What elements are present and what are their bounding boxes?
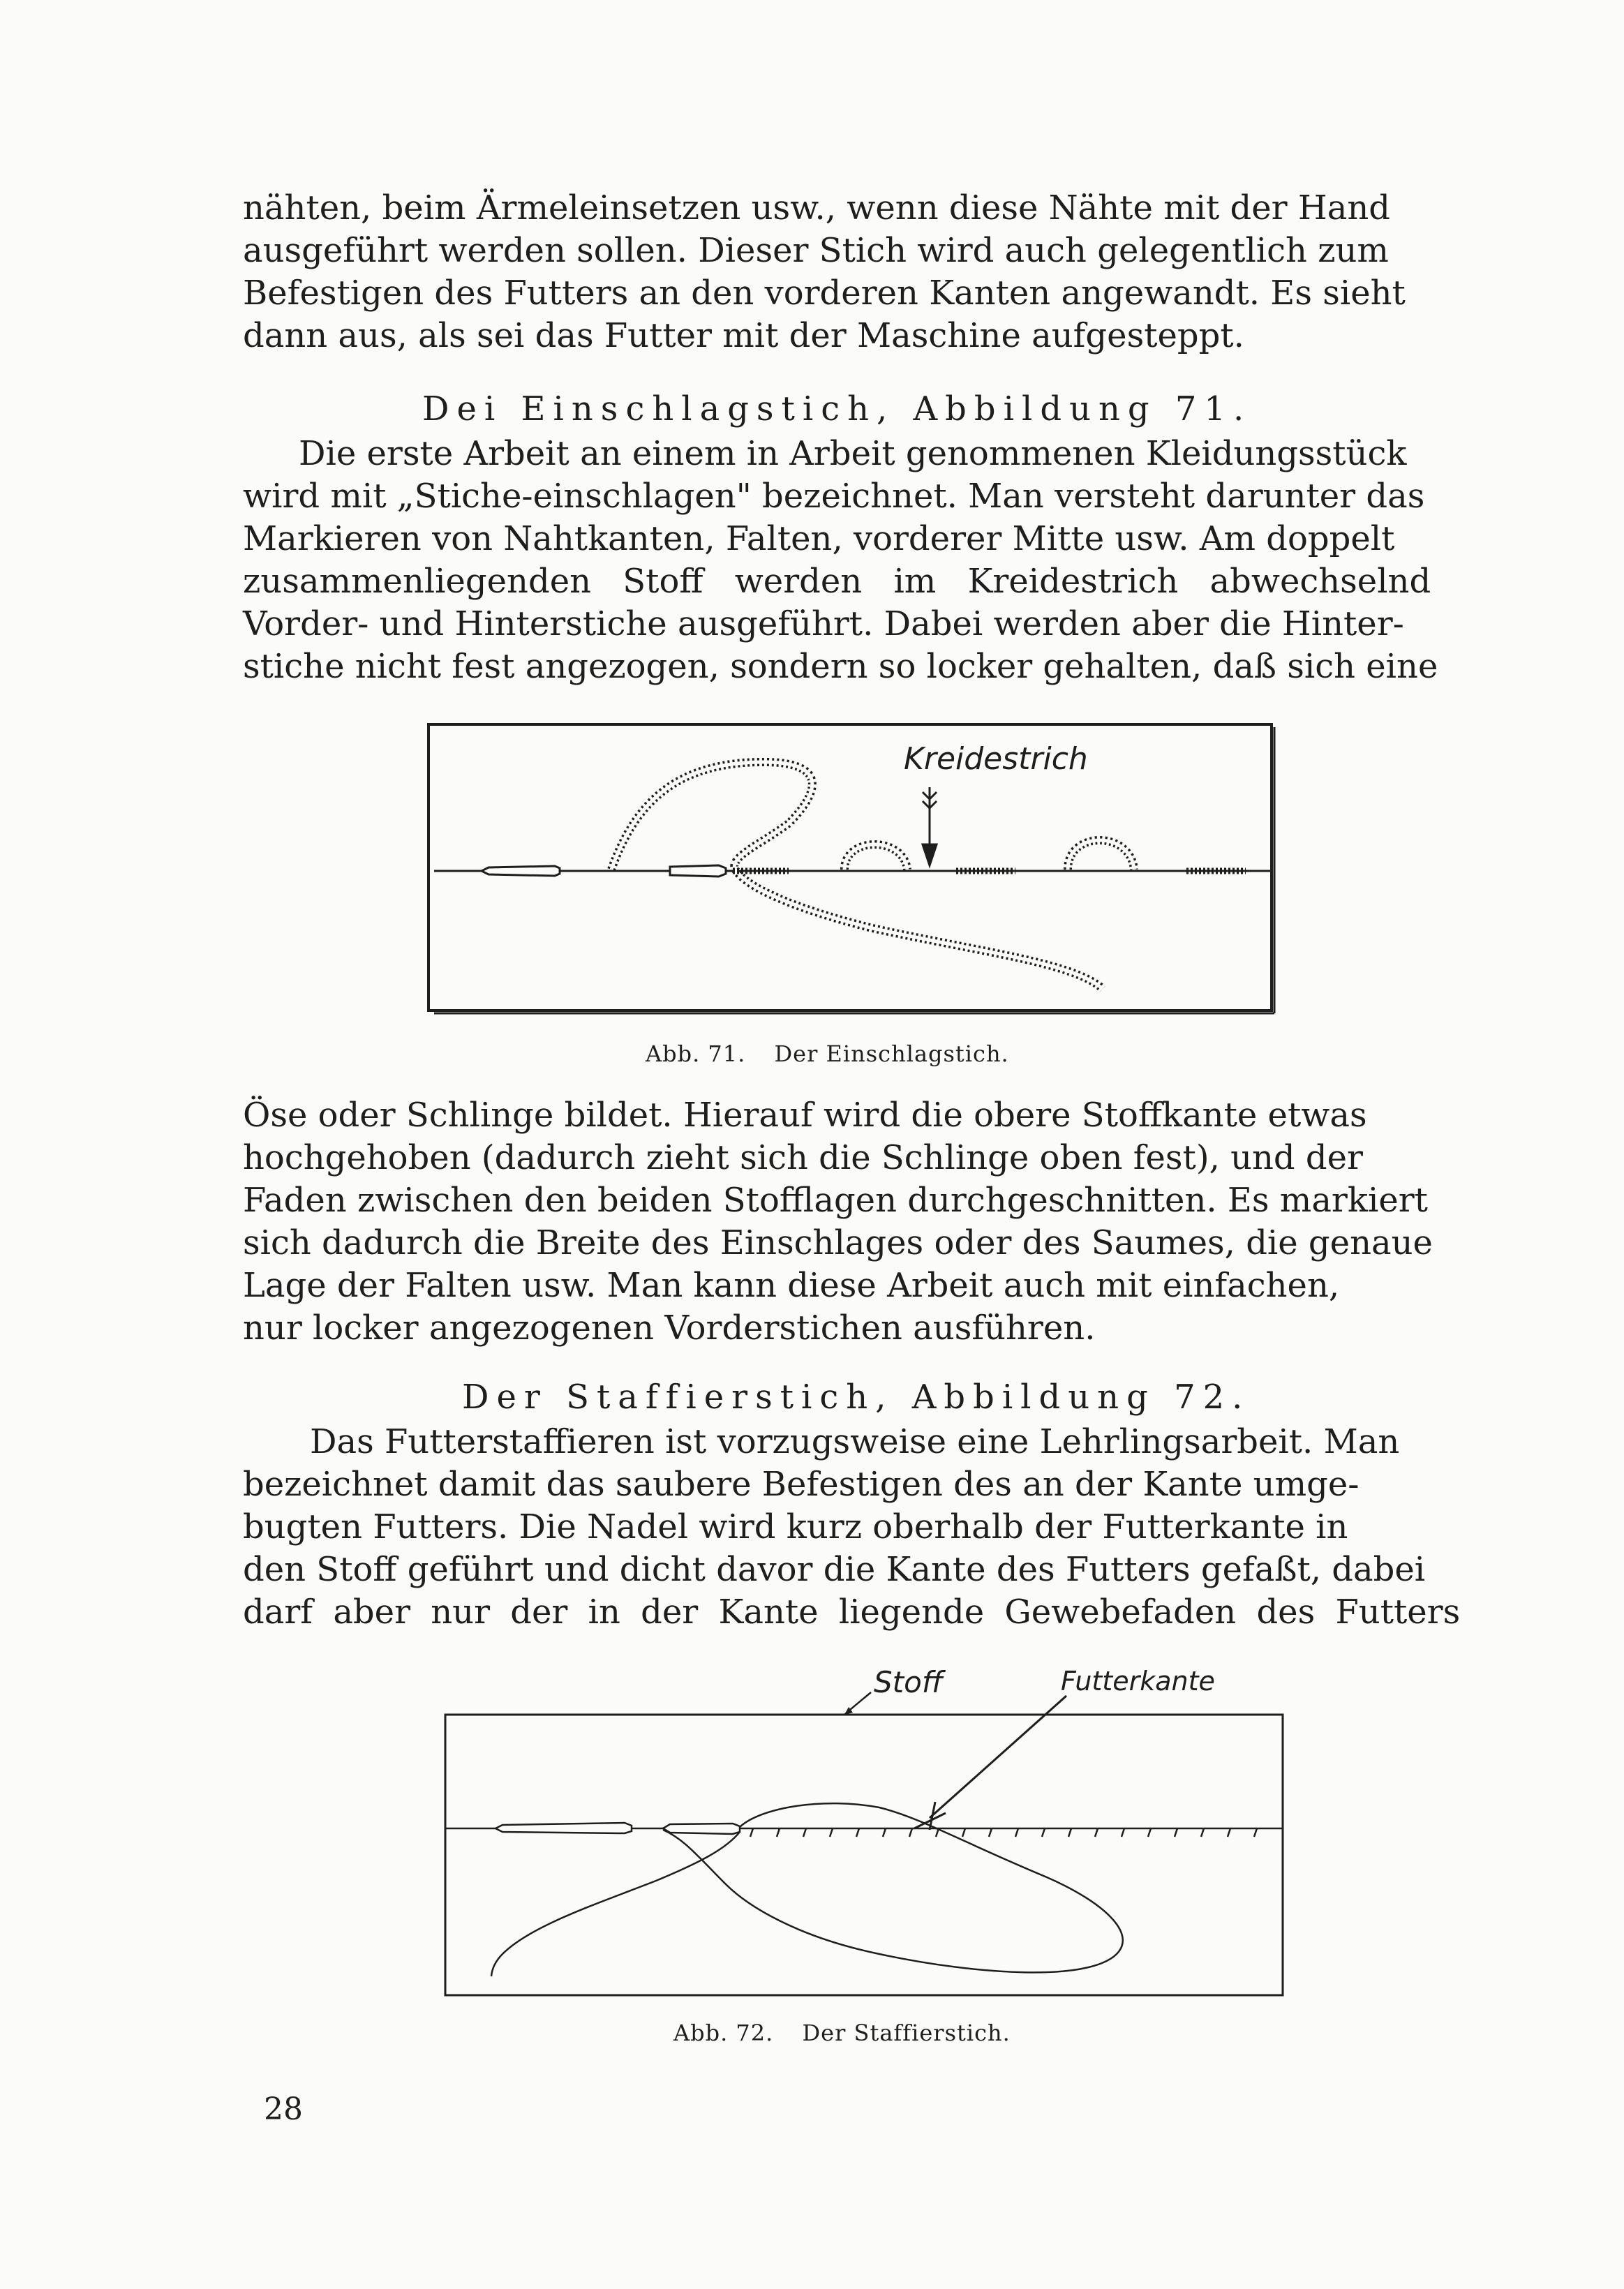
caption-text: Der Einschlagstich.	[774, 1041, 1009, 1067]
label-stoff: Stoff	[874, 1665, 944, 1699]
stitch-tick	[1068, 1828, 1071, 1837]
text-line: darf aber nur der in der Kante liegende Gewebefaden des Futters	[243, 1593, 1461, 1632]
paragraph-einschlagstich	[243, 433, 1457, 688]
stitch-tick	[1201, 1828, 1204, 1837]
stitch-tick	[1175, 1828, 1177, 1837]
text-line: dann aus, als sei das Futter mit der Maschine aufgesteppt.	[243, 316, 1244, 355]
text-line: Markieren von Nahtkanten, Falten, vorderer Mitte usw. Am doppelt	[243, 519, 1395, 558]
text-line: sich dadurch die Breite des Einschlages oder des Saumes, die genaue	[243, 1223, 1433, 1262]
stitch-tick	[1042, 1828, 1045, 1837]
text-line: Das Futterstaffieren ist vorzugsweise eine Lehrlingsarbeit. Man	[310, 1422, 1400, 1461]
text-line: nähten, beim Ärmeleinsetzen usw., wenn diese Nähte mit der Hand	[243, 188, 1390, 228]
stitch-tick	[777, 1828, 780, 1837]
stitch-tick	[962, 1828, 965, 1837]
text-line: Lage der Falten usw. Man kann diese Arbeit auch mit einfachen,	[243, 1266, 1340, 1305]
label-kreidestrich: Kreidestrich	[904, 741, 1088, 777]
figure-einschlagstich	[426, 719, 1279, 1020]
paragraph-einschlagstich-continued	[243, 1094, 1457, 1350]
stitch-tick	[1254, 1828, 1257, 1837]
arrow-icon	[914, 1696, 1066, 1830]
text-line: den Stoff geführt und dicht davor die Kante des Futters gefaßt, dabei	[243, 1550, 1426, 1589]
caption-number: Abb. 72.	[673, 2020, 774, 2046]
section-heading-staffierstich: Der Staffierstich, Abbildung 72.	[462, 1378, 1251, 1417]
text-line: zusammenliegenden Stoff werden im Kreidestrich abwechselnd	[243, 562, 1431, 601]
text-line: Die erste Arbeit an einem in Arbeit genommenen Kleidungsstück	[299, 434, 1407, 473]
stitch-tick	[989, 1828, 992, 1837]
stitch-tick	[1095, 1828, 1098, 1837]
paragraph-staffierstich	[243, 1421, 1461, 1634]
stitch-tick	[883, 1828, 886, 1837]
stitch-tick	[1015, 1828, 1018, 1837]
arrow-icon	[923, 787, 937, 865]
text-line: wird mit „Stiche-einschlagen" bezeichnet. Man versteht darunter das	[243, 477, 1425, 516]
text-line: stiche nicht fest angezogen, sondern so locker gehalten, daß sich eine	[243, 647, 1438, 686]
label-futterkante: Futterkante	[1061, 1666, 1215, 1697]
text-line: hochgehoben (dadurch zieht sich die Schlinge oben fest), und der	[243, 1138, 1363, 1177]
figure-caption-71	[646, 1040, 1009, 1068]
figure-staffierstich	[433, 1654, 1291, 2003]
stitch-tick	[830, 1828, 833, 1837]
section-heading-einschlagstich: Dei Einschlagstich, Abbildung 71.	[422, 389, 1252, 428]
stitch-tick	[1122, 1828, 1124, 1837]
text-line: ausgeführt werden sollen. Dieser Stich wird auch gelegentlich zum	[243, 231, 1389, 270]
stitch-tick	[803, 1828, 806, 1837]
text-line: Faden zwischen den beiden Stofflagen durchgeschnitten. Es markiert	[243, 1181, 1428, 1220]
text-line: Vorder- und Hinterstiche ausgeführt. Dabei werden aber die Hinter-	[243, 604, 1404, 643]
caption-text: Der Staffierstich.	[802, 2020, 1011, 2046]
paragraph-intro	[243, 187, 1457, 357]
text-line: Befestigen des Futters an den vorderen Kanten angewandt. Es sieht	[243, 274, 1406, 313]
stitch-tick	[1228, 1828, 1230, 1837]
stitch-marks	[750, 1828, 1257, 1837]
stitch-tick	[856, 1828, 859, 1837]
text-line: Öse oder Schlinge bildet. Hierauf wird die obere Stoffkante etwas	[243, 1096, 1367, 1135]
caption-number: Abb. 71.	[646, 1041, 746, 1067]
figure-caption-72	[673, 2019, 1011, 2047]
stitch-tick	[1148, 1828, 1151, 1837]
stitch-tick	[750, 1828, 753, 1837]
text-line: nur locker angezogenen Vorderstichen ausführen.	[243, 1308, 1096, 1348]
needle-icon	[496, 1823, 740, 1834]
text-line: bugten Futters. Die Nadel wird kurz oberhalb der Futterkante in	[243, 1507, 1348, 1546]
figure-frame	[445, 1715, 1283, 1995]
page-number: 28	[264, 2092, 303, 2127]
text-line: bezeichnet damit das saubere Befestigen des an der Kante umge-	[243, 1465, 1359, 1504]
stitch-tick	[909, 1828, 912, 1837]
